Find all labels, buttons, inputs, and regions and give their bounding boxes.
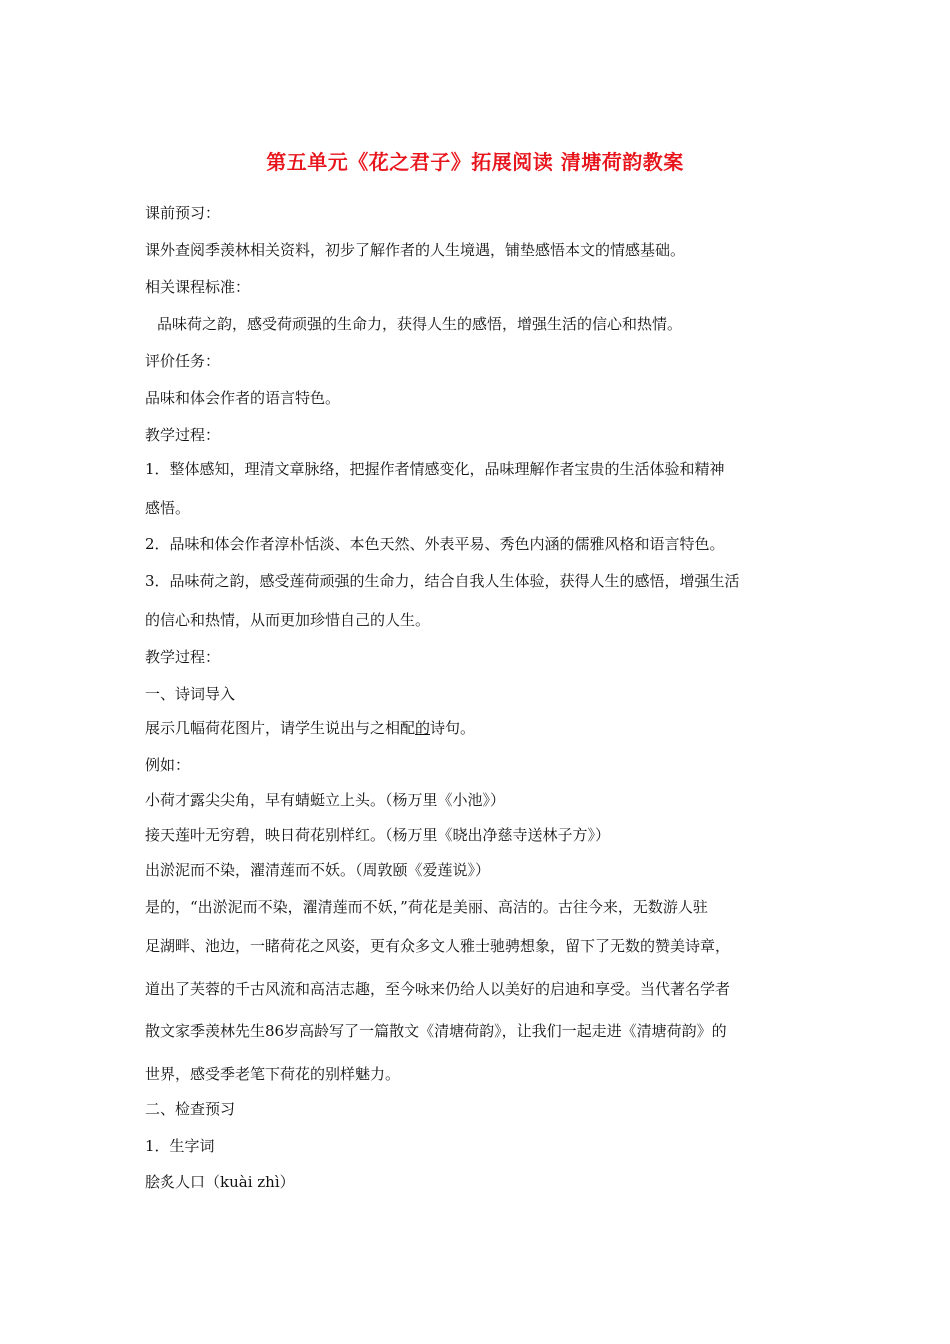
paragraph-intro-line-2: 足湖畔、池边，一睹荷花之风姿，更有众多文人雅士驰骋想象，留下了无数的赞美诗章， <box>145 937 731 955</box>
paragraph-intro-line-4: 散文家季羡林先生86岁高龄写了一篇散文《清塘荷韵》，让我们一起走进《清塘荷韵》的 <box>145 1022 727 1040</box>
heading-standards: 相关课程标准： <box>145 278 251 296</box>
section-heading-1: 一、诗词导入 <box>145 685 236 703</box>
underlined-text: 的 <box>415 719 431 737</box>
subheading-vocabulary: 1．生字词 <box>145 1137 215 1155</box>
document-title: 第五单元《花之君子》拓展阅读 清塘荷韵教案 <box>266 150 684 174</box>
paragraph-evaluation: 品味和体会作者的语言特色。 <box>145 389 341 407</box>
list-item-3-line-1: 3．品味荷之韵，感受莲荷顽强的生命力，结合自我人生体验，获得人生的感悟，增强生活 <box>145 572 740 590</box>
paragraph-standards: 品味荷之韵，感受荷顽强的生命力，获得人生的感悟，增强生活的信心和热情。 <box>157 315 683 333</box>
list-item-1-line-2: 感悟。 <box>145 499 191 517</box>
text-segment: 诗句。 <box>430 719 476 737</box>
paragraph-intro-line-3: 道出了芙蓉的千古风流和高洁志趣，至今咏来仍给人以美好的启迪和享受。当代著名学者 <box>145 980 731 998</box>
heading-process-2: 教学过程： <box>145 648 221 666</box>
paragraph-show-images <box>145 718 815 738</box>
section-heading-2: 二、检查预习 <box>145 1100 236 1118</box>
heading-preview: 课前预习： <box>145 204 221 222</box>
label-example: 例如： <box>145 756 191 774</box>
list-item-3-line-2: 的信心和热情，从而更加珍惜自己的人生。 <box>145 611 431 629</box>
heading-evaluation: 评价任务： <box>145 352 221 370</box>
heading-process: 教学过程： <box>145 426 221 444</box>
paragraph-preview: 课外查阅季羡林相关资料，初步了解作者的人生境遇，铺垫感悟本文的情感基础。 <box>145 241 686 259</box>
poem-line-1: 小荷才露尖尖角，早有蜻蜓立上头。（杨万里《小池》） <box>145 791 506 809</box>
vocabulary-item: 脍炙人口（kuài zhì） <box>145 1173 295 1191</box>
poem-line-2: 接天莲叶无穷碧，映日荷花别样红。（杨万里《晓出净慈寺送林子方》） <box>145 826 611 844</box>
list-item-2: 2．品味和体会作者淳朴恬淡、本色天然、外表平易、秀色内涵的儒雅风格和语言特色。 <box>145 535 725 553</box>
paragraph-intro-line-5: 世界，感受季老笔下荷花的别样魅力。 <box>145 1065 401 1083</box>
poem-line-3: 出淤泥而不染，濯清莲而不妖。（周敦颐《爱莲说》） <box>145 861 491 879</box>
list-item-1-line-1: 1．整体感知，理清文章脉络，把握作者情感变化，品味理解作者宝贵的生活体验和精神 <box>145 460 725 478</box>
paragraph-intro-line-1: 是的，“出淤泥而不染，濯清莲而不妖，”荷花是美丽、高洁的。古往今来，无数游人驻 <box>145 898 708 916</box>
text-segment: 展示几幅荷花图片，请学生说出与之相配 <box>145 719 416 737</box>
